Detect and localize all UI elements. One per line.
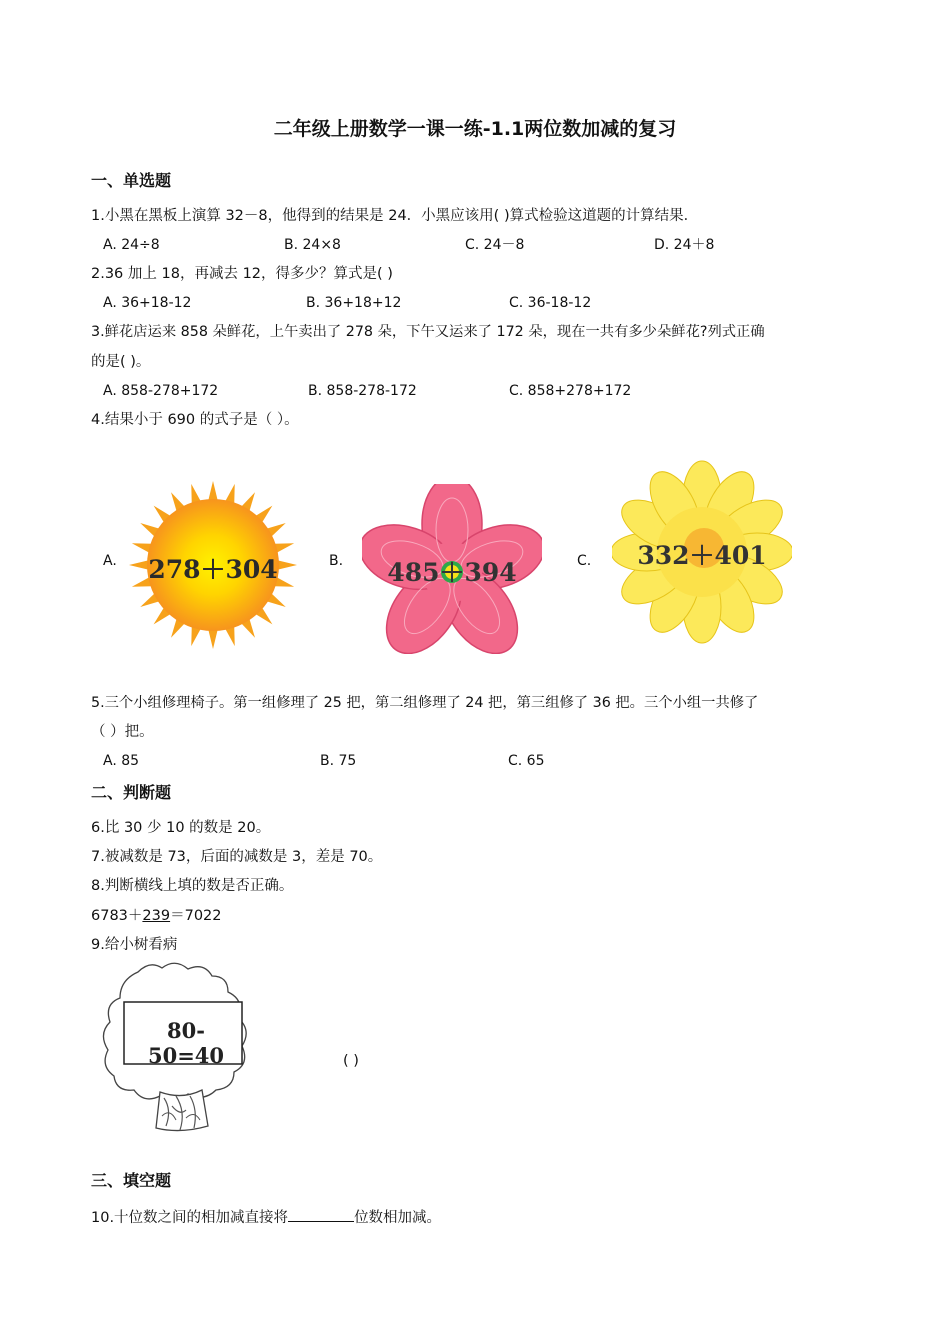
question-3-text-line1: 3.鲜花店运来 858 朵鲜花，上午卖出了 278 朵，下午又运来了 172 朵，现在一共有多少朵鲜花?列式正确: [91, 324, 765, 340]
question-9-answer-paren: ( ): [343, 1053, 359, 1069]
question-4-label-b: B.: [329, 553, 344, 569]
question-1-option-c: C. 24－8: [465, 237, 525, 253]
question-5-option-c: C. 65: [508, 753, 545, 769]
question-2-option-a: A. 36+18-12: [103, 295, 192, 311]
question-4-expr-c: 332＋401: [637, 541, 767, 570]
question-2-option-b: B. 36+18+12: [306, 295, 402, 311]
section-heading-single-choice: 一、单选题: [91, 171, 172, 190]
question-3-option-c: C. 858+278+172: [509, 383, 632, 399]
question-8-equation: [91, 906, 222, 926]
question-5-option-b: B. 75: [320, 753, 357, 769]
question-4-label-a: A.: [103, 553, 117, 569]
question-9-text: 9.给小树看病: [91, 937, 178, 953]
section-heading-fill-blank: 三、填空题: [91, 1171, 172, 1190]
question-5-text-line1: 5.三个小组修理椅子。第一组修理了 25 把，第二组修理了 24 把，第三组修了 36 把。三个小组一共修了: [91, 695, 759, 711]
page-title: 二年级上册数学一课一练-1.1两位数加减的复习: [273, 118, 677, 140]
question-8-equation-underlined: 239: [142, 908, 171, 924]
question-8-text: 8.判断横线上填的数是否正确。: [91, 878, 294, 894]
question-1-option-a: A. 24÷8: [103, 237, 160, 253]
question-1-option-d: D. 24＋8: [654, 237, 715, 253]
question-2-text: 2.36 加上 18，再减去 12，得多少？算式是( ): [91, 266, 393, 282]
question-3-option-a: A. 858-278+172: [103, 383, 219, 399]
question-8-equation-left: 6783＋: [91, 908, 143, 924]
question-3-text-line2: 的是( )。: [91, 354, 151, 370]
question-3-option-b: B. 858-278-172: [308, 383, 417, 399]
question-10-blank[interactable]: [288, 1207, 354, 1222]
question-1-option-b: B. 24×8: [284, 237, 341, 253]
section-heading-true-false: 二、判断题: [91, 783, 172, 802]
question-1-text: 1.小黑在黑板上演算 32－8，他得到的结果是 24．小黑应该用( )算式检验这道题的计算结果．: [91, 208, 699, 224]
question-4-expr-a: 278＋304: [148, 555, 278, 584]
question-5-text-line2: （ ）把。: [91, 724, 154, 740]
question-2-option-c: C. 36-18-12: [509, 295, 592, 311]
question-4-expr-b: 485＋394: [387, 558, 517, 587]
question-10-text-before: 10.十位数之间的相加减直接将: [91, 1210, 289, 1226]
question-10-text: [91, 1207, 441, 1228]
question-5-option-a: A. 85: [103, 753, 140, 769]
question-10-text-after: 位数相加减。: [354, 1210, 442, 1226]
question-7-text: 7.被减数是 73，后面的减数是 3，差是 70。: [91, 849, 383, 865]
question-8-equation-right: ＝7022: [170, 908, 222, 924]
question-6-text: 6.比 30 少 10 的数是 20。: [91, 820, 271, 836]
question-4-label-c: C.: [577, 553, 592, 569]
question-4-text: 4.结果小于 690 的式子是（ ）。: [91, 412, 299, 428]
tree-equation: 80-50=40: [147, 1018, 225, 1068]
